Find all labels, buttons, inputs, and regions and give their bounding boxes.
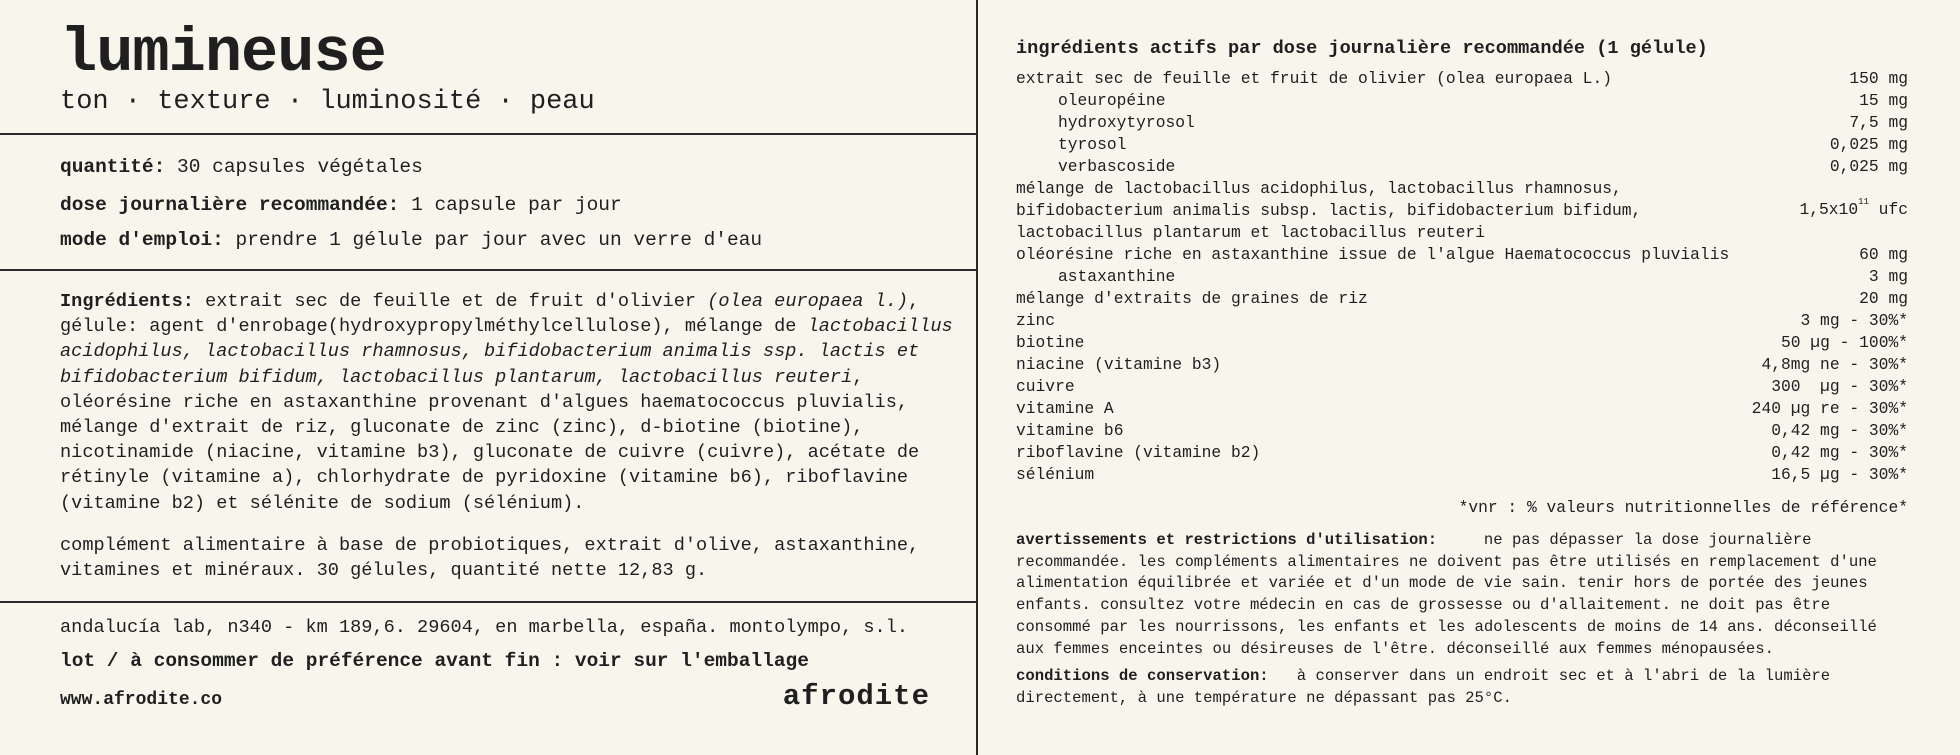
nutrition-row — [1016, 156, 1908, 178]
usage-value: prendre 1 gélule par jour avec un verre d'eau — [235, 229, 763, 251]
nutrition-row — [1016, 464, 1908, 486]
nutrition-row — [1016, 310, 1908, 332]
nutrient-name: biotine — [1016, 333, 1085, 352]
nutrient-name: mélange d'extraits de graines de riz — [1016, 289, 1368, 308]
nutrition-row — [1016, 112, 1908, 134]
usage-line — [60, 229, 762, 251]
nutrition-title: ingrédients actifs par dose journalière recommandée (1 gélule) — [1016, 38, 1708, 59]
nutrient-value: 16,5 µg - 30%* — [1771, 465, 1908, 484]
warnings-text: ne pas dépasser la dose journalière recommandée. les compléments alimentaires ne doivent pas être utilisés en remplacement d'une alimentation équilibrée et variée et d'un mode de vie sain. tenir hors de portée des jeunes enfants. consultez votre médecin en cas de grossesse ou d'allaitement. ne doit pas être consommé par les nourrissons, les enfants et les adolescents de moins de 14 ans. déconseillé aux femmes enceintes ou désireuses de l'être. déconseillé aux femmes ménopausées. — [1016, 531, 1877, 658]
nutrient-value: 0,42 mg - 30%* — [1771, 443, 1908, 462]
nutrition-row — [1016, 266, 1908, 288]
value-exponent: 11 — [1858, 197, 1869, 207]
nutrient-value: 7,5 mg — [1849, 113, 1908, 132]
nutrient-name: sélénium — [1016, 465, 1095, 484]
nutrient-value — [1799, 199, 1908, 223]
ingredients-paragraph — [60, 289, 960, 516]
manufacturer-address: andalucía lab, n340 - km 189,6. 29604, en marbella, españa. montolympo, s.l. — [60, 617, 909, 638]
nutrition-row — [1016, 68, 1908, 90]
nutrient-name: cuivre — [1016, 377, 1075, 396]
nutrient-name: riboflavine (vitamine b2) — [1016, 443, 1261, 462]
value-unit: ufc — [1868, 200, 1908, 219]
vnr-note: *vnr : % valeurs nutritionnelles de référence* — [1458, 498, 1908, 517]
ingredients-part-1: extrait sec de feuille et de fruit d'olivier — [205, 291, 697, 312]
nutrition-row — [1016, 398, 1908, 420]
nutrient-name: vitamine A — [1016, 399, 1114, 418]
dose-label: dose journalière recommandée: — [60, 194, 400, 216]
ingredients-latin-name: (olea europaea l.) — [707, 291, 909, 312]
nutrition-row — [1016, 420, 1908, 442]
quantity-value: 30 capsules végétales — [177, 156, 423, 178]
nutrient-value: 0,025 mg — [1829, 135, 1908, 154]
nutrient-name: zinc — [1016, 311, 1056, 330]
storage-text: à conserver dans un endroit sec et à l'abri de la lumière directement, à une température ne dépassant pas 25°C. — [1016, 667, 1831, 707]
nutrition-row — [1016, 244, 1908, 266]
ingredients-part-3: , oléorésine riche en astaxanthine provenant d'algues haematococcus pluvialis, mélange d'extrait de riz, gluconate de zinc (zinc), d-biotine (biotine), nicotinamide (niacine, vitamine b3), gluconate de cuivre (cuivre), acétate de rétinyle (vitamine a), chlorhydrate de pyridoxine (vitamine b6), riboflavine (vitamine b2) et sélénite de sodium (sélénium). — [60, 366, 920, 514]
nutrient-name: verbascoside — [1058, 157, 1176, 176]
nutrient-value: 0,025 mg — [1829, 157, 1908, 176]
usage-label: mode d'emploi: — [60, 229, 224, 251]
brand-name: lumineuse — [60, 18, 386, 89]
panel-divider — [976, 0, 978, 755]
nutrient-name: tyrosol — [1058, 135, 1127, 154]
product-description: complément alimentaire à base de probiotiques, extrait d'olive, astaxanthine, vitamines et minéraux. 30 gélules, quantité nette 12,83 g. — [60, 535, 920, 582]
nutrient-value: 50 µg - 100%* — [1780, 333, 1908, 352]
nutrient-value: 60 mg — [1859, 245, 1908, 264]
divider-2 — [0, 269, 977, 271]
nutrition-row — [1016, 354, 1908, 376]
nutrient-name: niacine (vitamine b3) — [1016, 355, 1222, 374]
nutrient-value: 240 µg re - 30%* — [1751, 399, 1908, 418]
nutrient-value: 0,42 mg - 30%* — [1771, 421, 1908, 440]
nutrition-row — [1016, 376, 1908, 398]
nutrient-value: 3 mg — [1868, 267, 1908, 286]
nutrition-row — [1016, 90, 1908, 112]
nutrient-value: 20 mg — [1859, 289, 1908, 308]
nutrition-row — [1016, 178, 1908, 244]
ingredients-part-2: , gélule: agent d'enrobage(hydroxypropylméthylcellulose), mélange de — [60, 291, 920, 338]
warnings-label: avertissements et restrictions d'utilisation: — [1016, 531, 1438, 549]
nutrient-name: astaxanthine — [1058, 267, 1176, 286]
storage-label: conditions de conservation: — [1016, 667, 1269, 685]
nutrition-table — [1016, 68, 1908, 486]
ingredients-probiotics: lactobacillus acidophilus, lactobacillus rhamnosus, bifidobacterium animalis ssp. lactis et bifidobacterium bifidum, lactobacillus plantarum, lactobacillus reuteri — [60, 316, 953, 388]
nutrient-value: 150 mg — [1849, 69, 1908, 88]
nutrient-name: oléorésine riche en astaxanthine issue de l'algue Haematococcus pluvialis — [1016, 245, 1730, 264]
divider-3 — [0, 601, 977, 603]
website-link[interactable]: www.afrodite.co — [60, 690, 223, 710]
nutrient-value: 300 µg - 30%* — [1771, 377, 1908, 396]
nutrition-row — [1016, 332, 1908, 354]
dose-line — [60, 194, 622, 216]
nutrient-name: extrait sec de feuille et fruit de olivier (olea europaea L.) — [1016, 69, 1612, 88]
storage-paragraph — [1016, 666, 1912, 709]
nutrition-row — [1016, 134, 1908, 156]
nutrition-row — [1016, 288, 1908, 310]
nutrient-name: hydroxytyrosol — [1058, 113, 1195, 132]
nutrient-value: 15 mg — [1859, 91, 1908, 110]
nutrient-name: mélange de lactobacillus acidophilus, lactobacillus rhamnosus, bifidobacterium animalis subsp. lactis, bifidobacterium bifidum, lactobacillus plantarum et lactobacillus reuteri — [1016, 179, 1642, 242]
nutrition-row — [1016, 442, 1908, 464]
nutrient-value: 4,8mg ne - 30%* — [1761, 355, 1908, 374]
tagline: ton · texture · luminosité · peau — [60, 87, 595, 117]
nutrient-name: oleuropéine — [1058, 91, 1166, 110]
dose-value: 1 capsule par jour — [411, 194, 622, 216]
quantity-line — [60, 156, 423, 178]
quantity-label: quantité: — [60, 156, 166, 178]
nutrient-name: vitamine b6 — [1016, 421, 1124, 440]
divider-1 — [0, 133, 977, 135]
ingredients-label: Ingrédients: — [60, 291, 194, 312]
brand-wordmark: afrodite — [782, 680, 930, 713]
value-base: 1,5x10 — [1799, 200, 1859, 219]
warnings-paragraph — [1016, 530, 1912, 660]
nutrient-value: 3 mg - 30%* — [1800, 311, 1908, 330]
lot-info: lot / à consommer de préférence avant fin : voir sur l'emballage — [60, 650, 809, 672]
